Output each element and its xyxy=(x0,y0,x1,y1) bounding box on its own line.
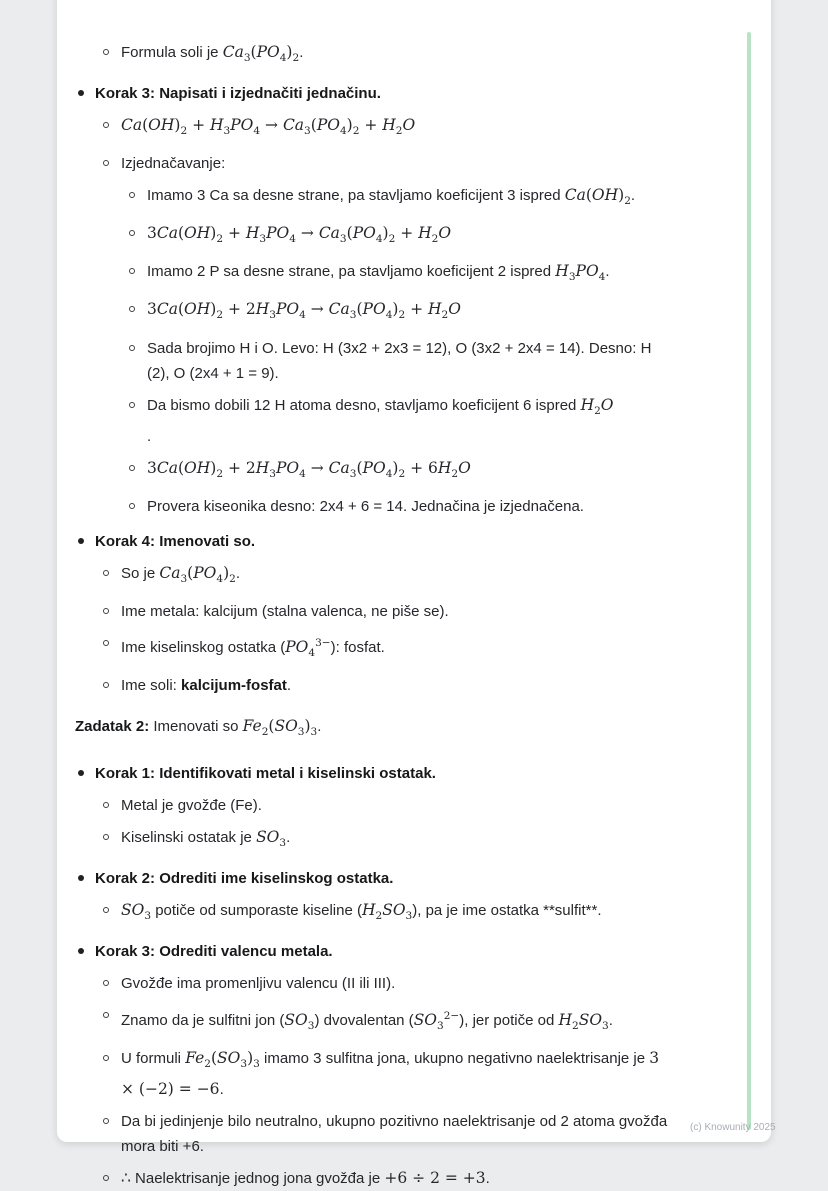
text-content: U formuli $Fe_2(SO_3)_3$ imamo 3 sulfitna jona, ukupno negativno naelektrisanje je 3 × (−2) = −6. xyxy=(121,1048,660,1098)
text-content: Ime kiselinskog ostatka $(PO_4^{3-})$: fosfat. xyxy=(121,636,385,660)
list-item xyxy=(75,221,675,252)
paragraph xyxy=(75,714,675,745)
bullet-circle-icon xyxy=(103,802,109,808)
bullet-circle-icon xyxy=(103,608,109,614)
list-item xyxy=(75,971,675,996)
bullet-circle-icon xyxy=(103,980,109,986)
list-item xyxy=(75,393,675,449)
text-content: Sada brojimo H i O. Levo: H (3x2 + 2x3 = 12), O (3x2 + 2x4 = 14). Desno: H (2), O (2x4 + 1 = 9). xyxy=(147,339,652,382)
list-item xyxy=(75,336,675,386)
bullet-circle-icon xyxy=(103,640,109,646)
list-item xyxy=(75,1003,675,1038)
list-item xyxy=(75,1109,675,1159)
text-content: Zadatak 2: Imenovati so $Fe_2(SO_3)_3$. xyxy=(75,717,322,739)
bullet-circle-icon xyxy=(129,306,135,312)
bullet-circle-icon xyxy=(103,834,109,840)
list-item xyxy=(75,456,675,487)
bullet-disc-icon xyxy=(78,770,84,776)
bullet-circle-icon xyxy=(103,570,109,576)
list-item xyxy=(75,81,675,106)
text-content: Imamo 3 Ca sa desne strane, pa stavljamo koeficijent 3 ispred $Ca(OH)_2$. xyxy=(147,186,636,208)
list-item xyxy=(75,561,675,592)
list-item xyxy=(75,113,675,144)
bullet-circle-icon xyxy=(129,268,135,274)
text-content: Znamo da je sulfitni jon $(SO_3)$ dvovalentan $(SO_3^{2-})$, jer potiče od $H_2SO_3$. xyxy=(121,1009,613,1032)
bullet-circle-icon xyxy=(129,465,135,471)
text-content: $3Ca(OH)_2 + H_3PO_4 \to Ca_3(PO_4)_2 + H_2O$ xyxy=(147,224,452,246)
list-item xyxy=(75,793,675,818)
bullet-circle-icon xyxy=(103,1118,109,1124)
watermark: (c) Knowunity 2025 xyxy=(690,1122,776,1133)
text-content: Formula soli je $Ca_3(PO_4)_2$. xyxy=(121,43,304,65)
bullet-circle-icon xyxy=(103,1012,109,1018)
list-item xyxy=(75,898,675,929)
bullet-circle-icon xyxy=(129,345,135,351)
text-content: Korak 2: Odrediti ime kiselinskog ostatka. xyxy=(95,870,394,888)
text-content: Izjednačavanje: xyxy=(121,155,226,173)
list-item xyxy=(75,297,675,328)
bullet-circle-icon xyxy=(103,1175,109,1181)
text-content: Korak 4: Imenovati so. xyxy=(95,532,256,550)
text-content: Korak 3: Odrediti valencu metala. xyxy=(95,943,333,961)
bullet-disc-icon xyxy=(78,948,84,954)
bullet-circle-icon xyxy=(129,402,135,408)
document-content xyxy=(57,0,771,1191)
text-content: Da bismo dobili 12 H atoma desno, stavljamo koeficijent 6 ispred $H_2O$ . xyxy=(147,395,614,445)
text-content: Metal je gvožđe (Fe). xyxy=(121,797,262,815)
list-item xyxy=(75,761,675,786)
bullet-disc-icon xyxy=(78,538,84,544)
list-item xyxy=(75,673,675,698)
list-item xyxy=(75,183,675,214)
list-item xyxy=(75,151,675,176)
list-item xyxy=(75,259,675,290)
text-content: Korak 3: Napisati i izjednačiti jednačinu. xyxy=(95,85,381,103)
accent-line xyxy=(747,32,751,1130)
text-content: $3Ca(OH)_2 + 2H_3PO_4 \to Ca_3(PO_4)_2 + H_2O$ xyxy=(147,300,461,322)
bullet-circle-icon xyxy=(129,192,135,198)
list-item xyxy=(75,939,675,964)
text-content: ∴ Naelektrisanje jednog jona gvožđa je +6 ÷ 2 = +3. xyxy=(121,1168,490,1187)
bullet-circle-icon xyxy=(103,160,109,166)
text-content: So je $Ca_3(PO_4)_2$. xyxy=(121,563,241,585)
bullet-circle-icon xyxy=(103,49,109,55)
bullet-circle-icon xyxy=(129,230,135,236)
text-content: $SO_3$ potiče od sumporaste kiseline $(H_2SO_3)$, pa je ime ostatka **sulfit**. xyxy=(121,901,602,923)
list-item xyxy=(75,866,675,891)
bullet-circle-icon xyxy=(103,907,109,913)
text-content: Ime metala: kalcijum (stalna valenca, ne piše se). xyxy=(121,602,449,620)
text-content: Ime soli: kalcijum-fosfat. xyxy=(121,677,292,695)
text-content: Imamo 2 P sa desne strane, pa stavljamo koeficijent 2 ispred $H_3PO_4$. xyxy=(147,262,610,284)
list-item xyxy=(75,1046,675,1102)
bullet-disc-icon xyxy=(78,875,84,881)
text-content: Da bi jedinjenje bilo neutralno, ukupno pozitivno naelektrisanje od 2 atoma gvožđa mora biti +6. xyxy=(121,1112,668,1155)
bullet-disc-icon xyxy=(78,90,84,96)
list-item xyxy=(75,631,675,666)
bullet-circle-icon xyxy=(103,1055,109,1061)
list-item xyxy=(75,40,675,71)
list-item xyxy=(75,1166,675,1191)
list-item xyxy=(75,599,675,624)
list-item xyxy=(75,825,675,856)
text-content: Gvožđe ima promenljivu valencu (II ili III). xyxy=(121,975,396,993)
bullet-circle-icon xyxy=(129,503,135,509)
list-item xyxy=(75,529,675,554)
text-content: $3Ca(OH)_2 + 2H_3PO_4 \to Ca_3(PO_4)_2 + 6H_2O$ xyxy=(147,458,471,480)
text-content: $Ca(OH)_2 + H_3PO_4 \to Ca_3(PO_4)_2 + H_2O$ xyxy=(121,116,416,138)
text-content: Kiselinski ostatak je $SO_3$. xyxy=(121,828,291,850)
text-content: Provera kiseonika desno: 2x4 + 6 = 14. Jednačina je izjednačena. xyxy=(147,497,584,515)
bullet-circle-icon xyxy=(103,682,109,688)
bullet-circle-icon xyxy=(103,122,109,128)
document-page xyxy=(57,0,771,1187)
text-content: Korak 1: Identifikovati metal i kiselinski ostatak. xyxy=(95,765,436,783)
list-item xyxy=(75,494,675,519)
